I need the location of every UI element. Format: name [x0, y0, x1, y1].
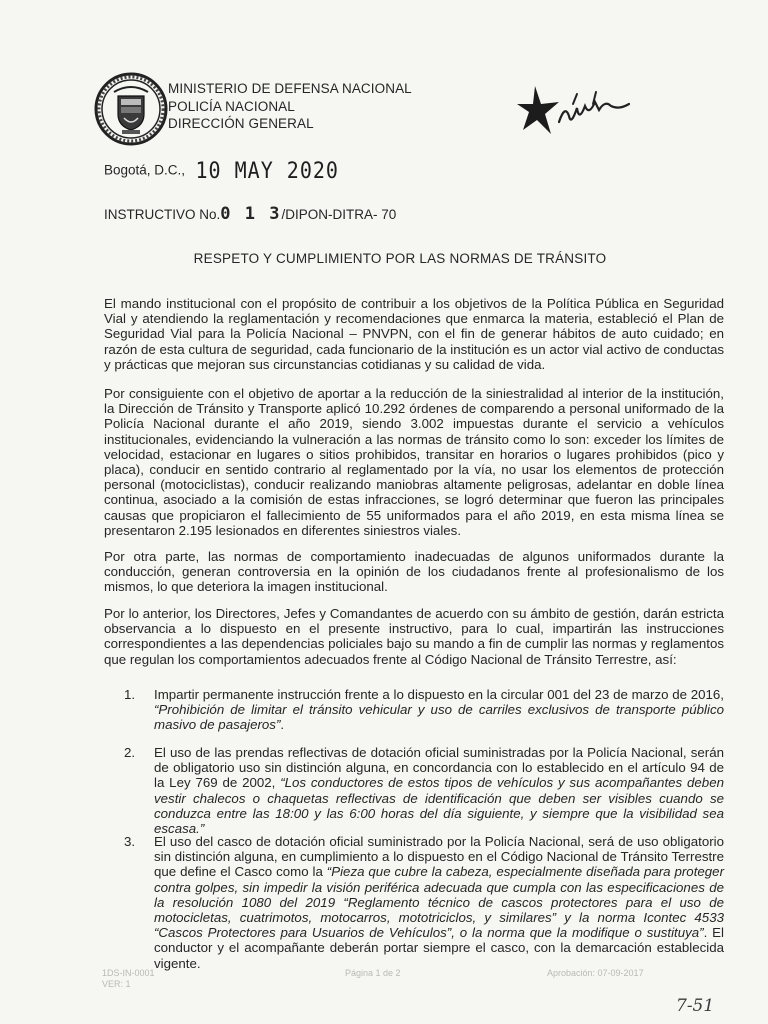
- direction-name: DIRECCIÓN GENERAL: [168, 116, 314, 131]
- ministry-name: MINISTERIO DE DEFENSA NACIONAL: [168, 81, 412, 96]
- footer-page-number: Página 1 de 2: [345, 968, 401, 978]
- instructivo-prefix: INSTRUCTIVO No.: [104, 207, 221, 222]
- list-number: 1.: [124, 687, 136, 702]
- list-text: Impartir permanente instrucción frente a lo dispuesto en la circular 001 del 23 de marzo de 2016, “Prohibición de limitar el tránsito vehicular y uso de carriles exclusivos de transporte público masivo de pasajeros”.: [154, 687, 724, 733]
- instructivo-num: 0 1 3: [220, 204, 282, 224]
- list-number: 3.: [124, 834, 136, 849]
- handwritten-note: 7-51: [676, 996, 715, 1016]
- paragraph-4: Por lo anterior, los Directores, Jefes y Comandantes de acuerdo con su ámbito de gestión, darán estricta observancia a lo dispuesto en el presente instructivo, para lo cual, impartirán las instrucciones correspondientes a las dependencias policiales bajo su mando a fin de cumplir las normas y reglamentos que regulan los comportamientos adecuados frente al Código Nacional de Tránsito Terrestre, así:: [104, 606, 724, 667]
- list-item: [124, 834, 724, 971]
- list-item: [124, 745, 724, 836]
- paragraph-2: Por consiguiente con el objetivo de aportar a la reducción de la siniestralidad al interior de la institución, la Dirección de Tránsito y Transporte aplicó 10.292 órdenes de comparendo a personal uniformado de la Policía Nacional durante el año 2019, siendo 3.002 impuestas durante el servicio a vehículos institucionales, evidenciando la vulneración a las normas de tránsito como lo son: exceder los límites de velocidad, estacionar en lugares o sitios prohibidos, transitar en horarios o lugares prohibidos (pico y placa), conducir en sentido contrario al reglamentado por la vía, no usar los elementos de protección personal (motociclistas), conducir realizando maniobras altamente peligrosas, adelantar en doble línea continua, asociado a la comisión de estas infracciones, se logró determinar que fueron las principales causas que propiciaron el fallecimiento de 55 uniformados para el año 2019, en esta misma línea se presentaron 2.195 lesionados en diferentes siniestros viales.: [104, 386, 724, 538]
- list-number: 2.: [124, 745, 136, 760]
- instructivo-number: [104, 204, 396, 224]
- date-stamp: 10 MAY 2020: [195, 156, 339, 184]
- police-seal-icon: [94, 72, 168, 146]
- date-line: [104, 158, 339, 182]
- instructivo-suffix: /DIPON-DITRA- 70: [281, 207, 397, 222]
- list-text: El uso de las prendas reflectivas de dotación oficial suministradas por la Policía Nacional, serán de obligatorio uso sin distinción alguna, en concordancia con lo establecido en el artículo 94 de la Ley 769 de 2002, “Los conductores de estos tipos de vehículos y sus acompañantes deben vestir chalecos o chaquetas reflectivas de identificación que deben ser visibles cuando se conduzca entre las 18:00 y las 6:00 horas del día siguiente, y siempre que la visibilidad sea escasa.”: [154, 745, 724, 837]
- list-item: [124, 687, 724, 733]
- police-name: POLICÍA NACIONAL: [168, 98, 295, 114]
- paragraph-1: El mando institucional con el propósito de contribuir a los objetivos de la Política Pública en Seguridad Vial y atendiendo la reglamentación y recomendaciones que enmarca la materia, estableció el Plan de Seguridad Vial para la Policía Nacional – PNVPN, con el fin de generar hábitos de auto cuidado; en razón de esta cultura de seguridad, cada funcionario de la institución es un actor vial activo de conductas y prácticas que mejoran sus circunstancias cotidianas y su calidad de vida.: [104, 296, 724, 372]
- paragraph-3: Por otra parte, las normas de comportamiento inadecuadas de algunos uniformados durante la conducción, generan controversia en la opinión de los ciudadanos frente al profesionalismo de los mismos, lo que deteriora la imagen institucional.: [104, 549, 724, 595]
- footer-approval: Aprobación: 07-09-2017: [547, 968, 644, 978]
- signature-icon: [515, 82, 645, 142]
- footer-code: 1DS-IN-0001 VER: 1: [102, 968, 155, 989]
- document-title: RESPETO Y CUMPLIMIENTO POR LAS NORMAS DE TRÁNSITO: [193, 251, 607, 266]
- city-label: Bogotá, D.C.,: [104, 162, 186, 178]
- ministry-header: [168, 80, 412, 133]
- list-text: El uso del casco de dotación oficial suministrado por la Policía Nacional, será de uso obligatorio sin distinción alguna, en cumplimiento a lo dispuesto en el Código Nacional de Tránsito Terrestre que define el Casco como la “Pieza que cubre la cabeza, especialmente diseñada para proteger contra golpes, sin impedir la visión periférica adecuada que cumpla con las especificaciones de la resolución 1080 del 2019 “Reglamento técnico de cascos protectores para el uso de motocicletas, cuatrimotos, motocarros, mototriciclos, y similares” y la norma Icontec 4533 “Cascos Protectores para Usuarios de Vehículos”, o la norma que la modifique o sustituya”. El conductor y el acompañante deberán portar siempre el casco, con la demarcación establecida vigente.: [154, 834, 725, 971]
